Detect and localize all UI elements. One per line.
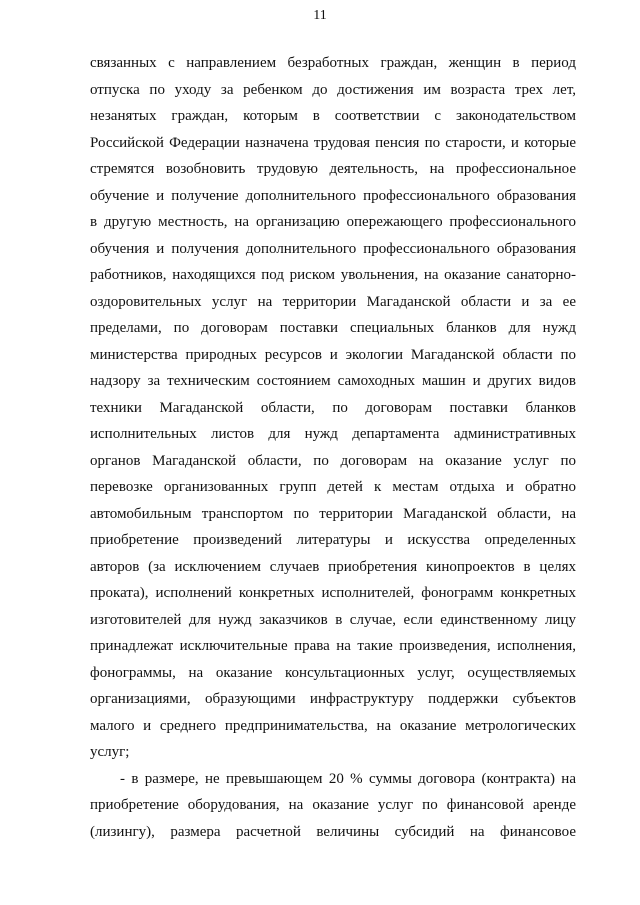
text-line: услуг; bbox=[90, 744, 130, 760]
text-line: (лизингу), размера расчетной величины субсидий на финансовое bbox=[90, 823, 576, 840]
text-line: принадлежат исключительные права на такие произведения, исполнения, bbox=[90, 638, 576, 654]
text-line: автомобильным транспортом по территории Магаданской области, на bbox=[90, 505, 576, 522]
text-line: министерства природных ресурсов и экологии Магаданской области по bbox=[90, 346, 576, 363]
text-line: техники Магаданской области, по договорам поставки бланков bbox=[90, 399, 576, 416]
text-line: - в размере, не превышающем 20 % суммы договора (контракта) на bbox=[120, 770, 576, 787]
text-line: надзору за техническим состоянием самоходных машин и других видов bbox=[90, 373, 576, 389]
text-line: оздоровительных услуг на территории Магаданской области и за ее bbox=[90, 293, 576, 310]
text-line: органов Магаданской области, по договорам на оказание услуг по bbox=[90, 452, 576, 469]
text-line: пределами, по договорам поставки специальных бланков для нужд bbox=[90, 320, 576, 336]
text-line: перевозке организованных групп детей к местам отдыха и обратно bbox=[90, 479, 576, 495]
text-line: приобретение оборудования, на оказание услуг по финансовой аренде bbox=[90, 797, 576, 813]
text-line: фонограммы, на оказание консультационных услуг, осуществляемых bbox=[90, 664, 576, 681]
text-line: стремятся возобновить трудовую деятельность, на профессиональное bbox=[90, 161, 576, 177]
text-line: работников, находящихся под риском увольнения, на оказание санаторно- bbox=[90, 267, 576, 283]
text-line: проката), исполнений конкретных исполнителей, фонограмм конкретных bbox=[90, 585, 576, 601]
text-line: приобретение произведений литературы и искусства определенных bbox=[90, 532, 576, 548]
text-line: изготовителей для нужд заказчиков в случае, если единственному лицу bbox=[90, 611, 576, 628]
page-number: 11 bbox=[313, 8, 327, 23]
text-line: обучение и получение дополнительного профессионального образования bbox=[90, 187, 576, 204]
text-line: связанных с направлением безработных граждан, женщин в период bbox=[90, 55, 576, 71]
text-line: обучения и получения дополнительного профессионального образования bbox=[90, 240, 576, 257]
text-line: организациями, образующими инфраструктуру поддержки субъектов bbox=[90, 691, 576, 707]
text-line: исполнительных листов для нужд департамента административных bbox=[90, 426, 576, 442]
text-line: отпуска по уходу за ребенком до достижения им возраста трех лет, bbox=[90, 81, 576, 98]
body-text bbox=[90, 50, 576, 845]
text-line: малого и среднего предпринимательства, на оказание метрологических bbox=[90, 717, 576, 734]
text-line: авторов (за исключением случаев приобретения кинопроектов в целях bbox=[90, 558, 576, 575]
text-line: незанятых граждан, которым в соответствии с законодательством bbox=[90, 108, 576, 124]
text-line: в другую местность, на организацию опережающего профессионального bbox=[90, 214, 576, 230]
text-line: Российской Федерации назначена трудовая пенсия по старости, и которые bbox=[90, 134, 576, 151]
